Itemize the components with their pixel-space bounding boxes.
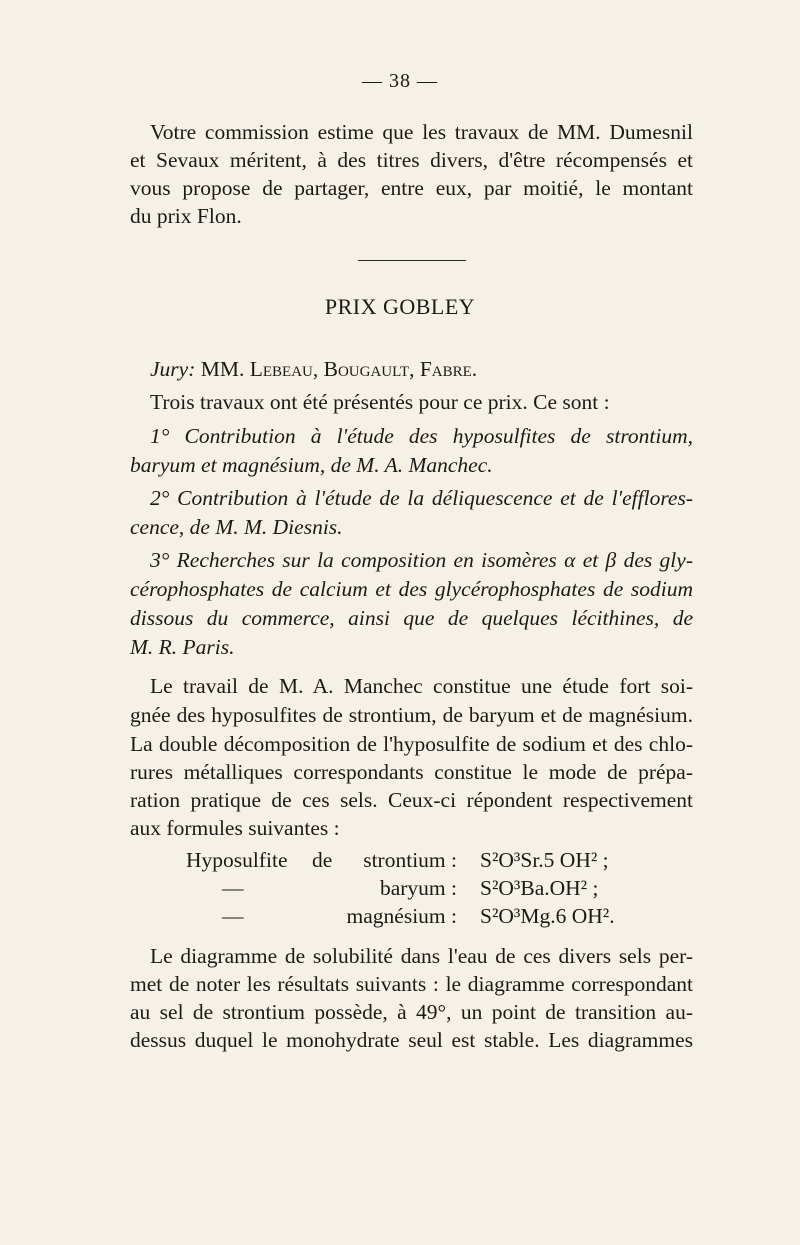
para2-line2: gnée des hyposulfites de strontium, de baryum et de magnésium. xyxy=(130,703,693,727)
formula-value: S²O³Ba.OH² ; xyxy=(480,876,599,900)
formula-row-strontium xyxy=(130,846,693,874)
para3-line4: dessus duquel le monohydrate seul est stable. Les diagrammes xyxy=(130,1028,693,1052)
para2-line4: rures métalliques correspondants constitue le mode de prépa- xyxy=(130,760,693,784)
section-title: PRIX GOBLEY xyxy=(324,294,476,319)
work3-line1: 3° Recherches sur la composition en isomères α et β des gly- xyxy=(150,548,693,572)
jury-members: MM. Lebeau, Bougault, Fabre. xyxy=(200,357,478,381)
para2-line3: La double décomposition de l'hyposulfite de sodium et des chlo- xyxy=(130,732,693,756)
work3-line3: dissous du commerce, ainsi que de quelques lécithines, de xyxy=(130,606,693,630)
para3-line2: met de noter les résultats suivants : le diagramme correspondant xyxy=(130,972,693,996)
formula-label: Hyposulfite xyxy=(186,848,288,872)
para2-line5: ration pratique de ces sels. Ceux-ci répondent respectivement xyxy=(130,788,693,812)
formula-dash: — xyxy=(222,904,244,928)
para3-line1: Le diagramme de solubilité dans l'eau de ces divers sels per- xyxy=(150,944,693,968)
para3-line3: au sel de strontium possède, à 49°, un point de transition au- xyxy=(130,1000,693,1024)
text-column xyxy=(130,0,693,1245)
work1-line2: baryum et magnésium, de M. A. Manchec. xyxy=(130,453,493,477)
para2-line6: aux formules suivantes : xyxy=(130,816,340,840)
jury-line xyxy=(130,355,693,383)
formula-value: S²O³Sr.5 OH² ; xyxy=(480,848,609,872)
para2-line1: Le travail de M. A. Manchec constitue une étude fort soi- xyxy=(150,674,693,698)
formula-dash: — xyxy=(222,876,244,900)
intro-line: Trois travaux ont été présentés pour ce prix. Ce sont : xyxy=(150,390,610,414)
para1-line2: et Sevaux méritent, à des titres divers, d'être récompensés et xyxy=(130,148,693,172)
para1-line3: vous propose de partager, entre eux, par moitié, le montant xyxy=(130,176,693,200)
para1-line4: du prix Flon. xyxy=(130,204,242,228)
page-number: — 38 — xyxy=(362,70,438,92)
formula-value: S²O³Mg.6 OH². xyxy=(480,904,615,928)
formula-metal: baryum : xyxy=(379,876,457,900)
formula-row-baryum xyxy=(130,874,693,902)
formula-row-magnesium xyxy=(130,902,693,930)
para1-line1: Votre commission estime que les travaux de MM. Dumesnil xyxy=(150,120,693,144)
formula-metal: magnésium : xyxy=(346,904,457,928)
work1-line1: 1° Contribution à l'étude des hyposulfites de strontium, xyxy=(150,424,693,448)
work3-line2: cérophosphates de calcium et des glycérophosphates de sodium xyxy=(130,577,693,601)
formula-metal: strontium : xyxy=(363,848,457,872)
formula-de: de xyxy=(312,848,333,872)
work2-line2: cence, de M. M. Diesnis. xyxy=(130,515,343,539)
section-divider xyxy=(358,260,466,261)
jury-label: Jury: xyxy=(150,357,196,381)
work2-line1: 2° Contribution à l'étude de la déliquescence et de l'efflores- xyxy=(150,486,693,510)
work3-line4: M. R. Paris. xyxy=(130,635,235,659)
